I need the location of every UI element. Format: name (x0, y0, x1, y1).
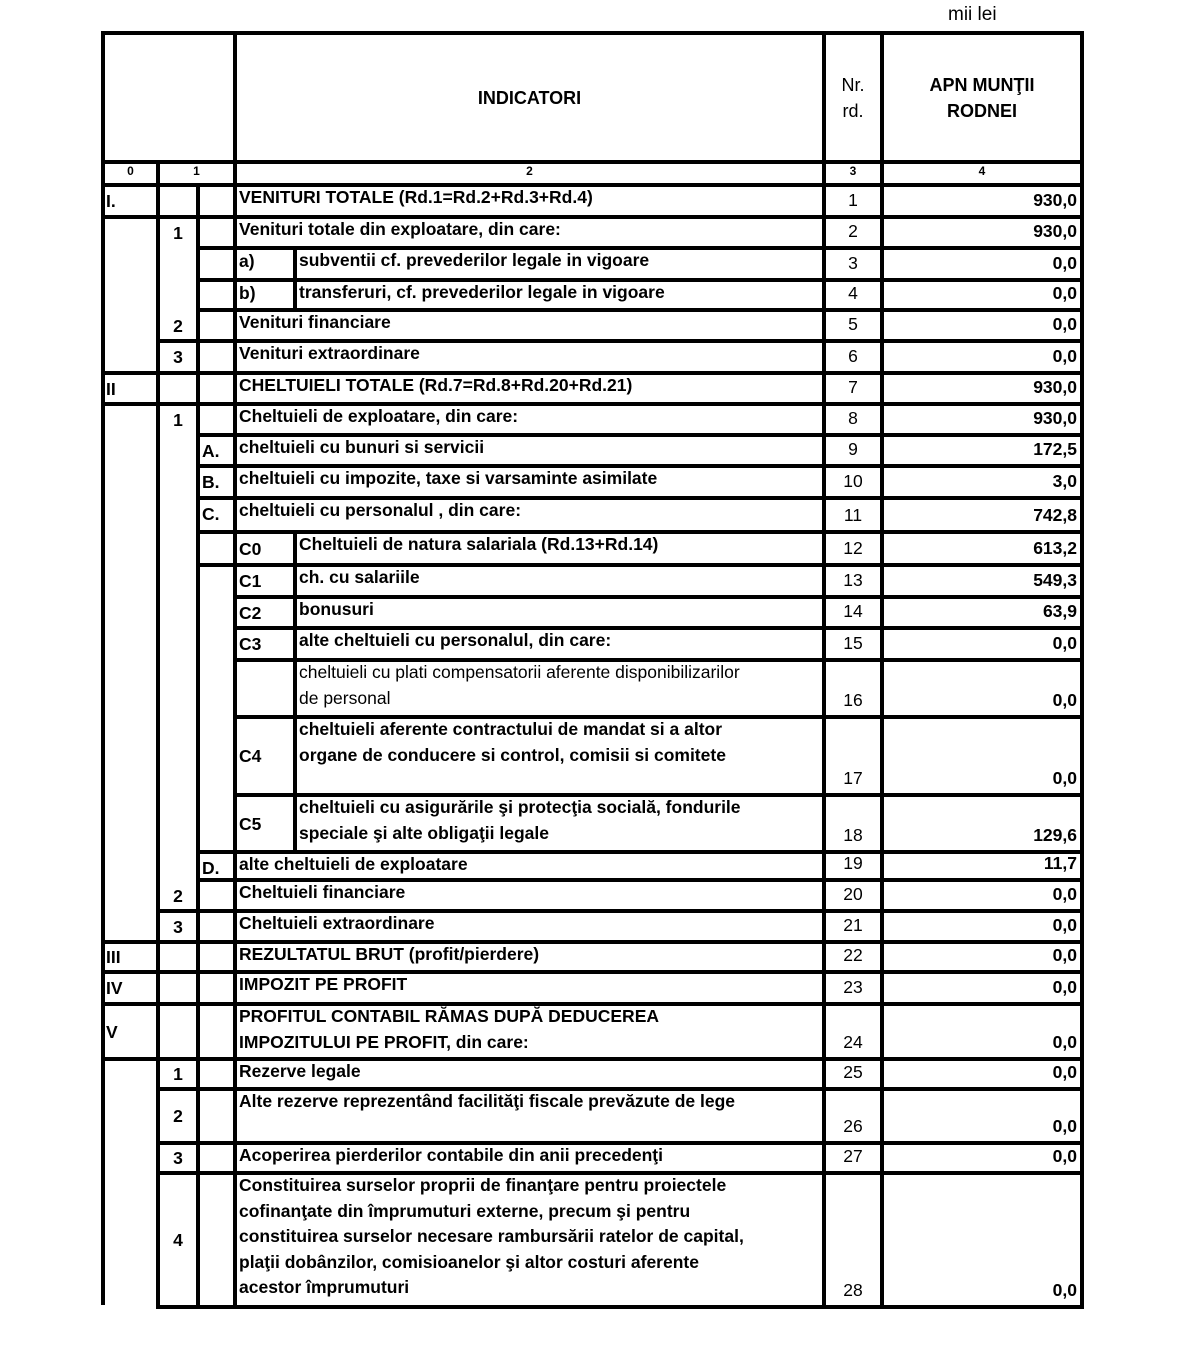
row-number-level1: 1 (173, 1064, 183, 1084)
row-nr: 17 (843, 768, 863, 788)
col2-rule (196, 371, 200, 406)
row-nr: 20 (843, 884, 863, 904)
indicator-label: Venituri totale din exploatare, din care: (239, 219, 561, 239)
row-nr: 10 (843, 471, 863, 491)
sub-col-rule (293, 595, 297, 630)
row-value: 63,9 (1042, 601, 1077, 621)
col2-rule (196, 1087, 200, 1145)
row-nr: 9 (848, 439, 858, 459)
roman-numeral: I. (106, 191, 116, 211)
row-number-level1: 4 (173, 1230, 183, 1250)
col2-rule (196, 793, 200, 854)
row-value: 930,0 (1033, 221, 1077, 241)
indicator-label-cont: IMPOZITULUI PE PROFIT, din care: (239, 1031, 529, 1052)
row-letter: A. (202, 441, 220, 461)
column-index-1: 1 (193, 164, 200, 178)
row-value: 549,3 (1033, 570, 1077, 590)
indicator-label-cont: speciale şi alte obligaţii legale (299, 822, 549, 843)
row-nr: 16 (843, 690, 863, 710)
col2-rule (196, 464, 200, 500)
row-nr: 8 (848, 408, 858, 428)
sub-col-rule (293, 793, 297, 854)
row-number-level1: 3 (173, 347, 183, 367)
roman-numeral: IV (106, 978, 123, 998)
sub-code: C0 (239, 538, 262, 559)
row-value: 129,6 (1033, 825, 1077, 845)
col2-rule (196, 278, 200, 312)
row-value: 0,0 (1052, 1062, 1077, 1082)
row-value: 11,7 (1043, 853, 1077, 873)
row-nr: 6 (848, 346, 858, 366)
row-value: 930,0 (1033, 408, 1077, 428)
row-value: 0,0 (1052, 1280, 1077, 1300)
row-number-level1: 2 (173, 315, 183, 336)
row-value: 930,0 (1033, 377, 1077, 397)
indicator-label-cont: constituirea surselor necesare rambursării ratelor de capital, (239, 1226, 744, 1246)
row-nr: 23 (843, 977, 863, 997)
row-rule-28 (156, 1305, 1084, 1309)
table-right-border (1080, 31, 1084, 1309)
row-nr: 3 (848, 253, 858, 273)
row-value: 0,0 (1052, 346, 1077, 366)
roman-numeral: II (106, 378, 116, 399)
row-value: 930,0 (1033, 190, 1077, 210)
col2-rule (196, 878, 200, 913)
row-value: 172,5 (1033, 439, 1077, 459)
indicator-label: subventii cf. prevederilor legale in vigoare (299, 250, 650, 270)
col2-rule (196, 246, 200, 282)
col1-rule (156, 530, 160, 567)
row-letter: a) (239, 251, 255, 271)
col1-rule (156, 595, 160, 630)
table-top-border (101, 31, 1084, 35)
col2-rule (196, 909, 200, 944)
sub-code: C5 (239, 813, 262, 834)
row-nr: 2 (848, 221, 858, 241)
row-value: 0,0 (1052, 1146, 1077, 1166)
row-nr: 27 (843, 1146, 863, 1166)
row-nr: 7 (848, 377, 858, 397)
sub-col-rule (293, 246, 297, 282)
indicator-label: alte cheltuieli de exploatare (239, 854, 468, 874)
indicator-label: cheltuieli cu personalul , din care: (239, 500, 522, 520)
row-nr: 11 (843, 505, 863, 525)
row-nr: 4 (848, 283, 858, 303)
sub-code: C4 (239, 746, 262, 766)
roman-numeral: III (106, 947, 121, 967)
sub-col-rule (293, 626, 297, 662)
row-nr: 24 (843, 1032, 863, 1052)
col1-rule (156, 464, 160, 500)
indicator-label: Venituri extraordinare (239, 343, 420, 363)
col1-rule (156, 658, 160, 719)
col2-rule (196, 940, 200, 974)
row-value: 0,0 (1052, 283, 1077, 303)
indicator-col-left-rule (233, 31, 237, 1309)
row-value: 0,0 (1052, 1032, 1077, 1052)
row-value: 0,0 (1052, 690, 1077, 710)
row-nr: 25 (843, 1062, 863, 1082)
indicator-label: PROFITUL CONTABIL RĂMAS DUPĂ DEDUCEREA (239, 1006, 660, 1026)
indicator-label: bonusuri (299, 599, 374, 619)
row-value: 0,0 (1052, 884, 1077, 904)
indicator-label-cont: organe de conducere si control, comisii si comitete (299, 744, 726, 765)
sub-code: C3 (239, 634, 262, 654)
row-value: 0,0 (1052, 945, 1077, 965)
row-number-level1: 3 (173, 1148, 183, 1168)
indicator-label-cont: plaţii dobânzilor, comisioanelor şi altor costuri aferente (239, 1251, 699, 1272)
row-nr: 18 (843, 825, 863, 845)
col1-rule (156, 246, 160, 282)
row-letter: C. (202, 504, 220, 524)
row-value: 0,0 (1052, 314, 1077, 334)
row-nr: 13 (843, 570, 863, 590)
col2-rule (196, 970, 200, 1006)
row-nr: 21 (843, 915, 863, 935)
sub-col-rule (293, 715, 297, 797)
col1-rule (156, 940, 160, 974)
nr-header-line1: Nr. (841, 75, 865, 95)
entity-header-line2: RODNEI (946, 101, 1017, 121)
sub-col-rule (293, 658, 297, 719)
row-nr: 22 (843, 945, 863, 965)
row-number-level1: 2 (173, 1106, 183, 1126)
col2-rule (196, 658, 200, 719)
indicator-label-cont: de personal (299, 687, 391, 708)
col1-rule (156, 1002, 160, 1061)
indicator-label: cheltuieli cu impozite, taxe si varsaminte asimilate (239, 468, 658, 488)
col2-rule (196, 402, 200, 437)
col2-rule (196, 433, 200, 468)
indicator-label: Venituri financiare (239, 312, 391, 332)
indicator-label: Cheltuieli financiare (239, 882, 406, 902)
column-index-3: 3 (849, 164, 857, 178)
row-value: 613,2 (1033, 538, 1077, 558)
sub-col-rule (293, 563, 297, 599)
col1-rule (156, 970, 160, 1006)
col2-rule (196, 1057, 200, 1091)
indicator-label: Cheltuieli extraordinare (239, 913, 435, 933)
indicator-label: Cheltuieli de exploatare, din care: (239, 406, 519, 426)
row-nr: 15 (843, 633, 863, 653)
indicator-label: transferuri, cf. prevederilor legale in vigoare (299, 282, 665, 302)
row-nr: 1 (848, 190, 858, 210)
col2-rule (196, 308, 200, 343)
column-index-0: 0 (127, 164, 134, 178)
row-value: 0,0 (1052, 1116, 1077, 1136)
indicator-label: Constituirea surselor proprii de finanţare pentru proiectele (239, 1175, 727, 1195)
col2-rule (196, 496, 200, 534)
row-letter: D. (202, 858, 220, 878)
indicator-label: VENITURI TOTALE (Rd.1=Rd.2+Rd.3+Rd.4) (239, 187, 593, 207)
column-index-2: 2 (526, 164, 533, 178)
indicator-label: cheltuieli aferente contractului de mandat si a altor (299, 719, 723, 739)
col1-rule (156, 715, 160, 797)
indicator-label: Alte rezerve reprezentând facilităţi fiscale prevăzute de lege (239, 1091, 736, 1111)
row-value: 0,0 (1052, 253, 1077, 273)
row-number-level1: 1 (173, 222, 183, 243)
indicator-label: Acoperirea pierderilor contabile din anii precedenţi (239, 1145, 663, 1165)
indicator-label: Cheltuieli de natura salariala (Rd.13+Rd.14) (299, 534, 659, 554)
col2-rule (196, 1171, 200, 1309)
row-value: 0,0 (1052, 915, 1077, 935)
nr-header-line2: rd. (842, 101, 864, 121)
row-value: 742,8 (1033, 505, 1077, 525)
table-left-border (101, 31, 105, 1305)
indicator-label: IMPOZIT PE PROFIT (239, 974, 408, 994)
row-nr: 5 (848, 314, 858, 334)
row-value: 0,0 (1052, 977, 1077, 997)
indicator-label-cont: acestor împrumuturi (239, 1277, 410, 1297)
col1-rule (156, 278, 160, 312)
row-value: 0,0 (1052, 768, 1077, 788)
row-nr: 26 (843, 1116, 863, 1136)
unit-label: mii lei (948, 4, 997, 25)
col2-rule (196, 1002, 200, 1061)
col2-rule (196, 215, 200, 250)
roman-numeral: V (106, 1021, 118, 1042)
row-value: 3,0 (1052, 471, 1077, 491)
row-nr: 12 (843, 538, 863, 558)
col1-rule (156, 496, 160, 534)
indicator-label: REZULTATUL BRUT (profit/pierdere) (239, 944, 540, 964)
indicator-label-cont: cofinanţate din împrumuturi externe, precum şi pentru (239, 1200, 691, 1221)
sub-col-rule (293, 278, 297, 312)
indicator-label: cheltuieli cu bunuri si servicii (239, 437, 485, 457)
column-index-4: 4 (978, 164, 986, 178)
col2-rule (196, 715, 200, 797)
sub-code: C1 (239, 571, 262, 591)
indicator-label: Rezerve legale (239, 1061, 361, 1081)
nr-rd-header (826, 72, 880, 124)
col1-rule (156, 183, 160, 219)
col2-rule (196, 563, 200, 599)
col1-rule (156, 563, 160, 599)
col1-rule (156, 626, 160, 662)
indicator-label: cheltuieli cu plati compensatorii aferente disponibilizarilor (299, 662, 740, 682)
col2-rule (196, 626, 200, 662)
col2-rule (196, 1141, 200, 1175)
row-nr: 19 (843, 853, 863, 873)
col1-rule (156, 433, 160, 468)
indicator-label: alte cheltuieli cu personalul, din care: (299, 630, 612, 650)
sub-code: C2 (239, 602, 262, 623)
col2-rule (196, 183, 200, 219)
row-number-level1: 2 (173, 885, 183, 906)
row-number-level1: 1 (173, 409, 183, 430)
indicators-header: INDICATORI (477, 88, 582, 108)
row-nr: 14 (843, 601, 863, 621)
indicator-label: CHELTUIELI TOTALE (Rd.7=Rd.8+Rd.20+Rd.21) (239, 375, 633, 395)
col2-rule (196, 339, 200, 375)
col2-rule (196, 530, 200, 567)
entity-header-line1: APN MUNŢII (929, 75, 1035, 95)
row-value: 0,0 (1052, 633, 1077, 653)
col1-rule (156, 793, 160, 854)
col2-rule (196, 595, 200, 630)
indicator-label: ch. cu salariile (299, 567, 420, 587)
row-number-level1: 3 (173, 916, 183, 937)
row-letter: b) (239, 283, 256, 303)
sub-col-rule (293, 530, 297, 567)
row-nr: 28 (843, 1280, 863, 1300)
indicator-label: cheltuieli cu asigurările şi protecţia socială, fondurile (299, 797, 741, 817)
entity-header (884, 72, 1080, 124)
row-letter: B. (202, 472, 220, 492)
col1-rule (156, 371, 160, 406)
